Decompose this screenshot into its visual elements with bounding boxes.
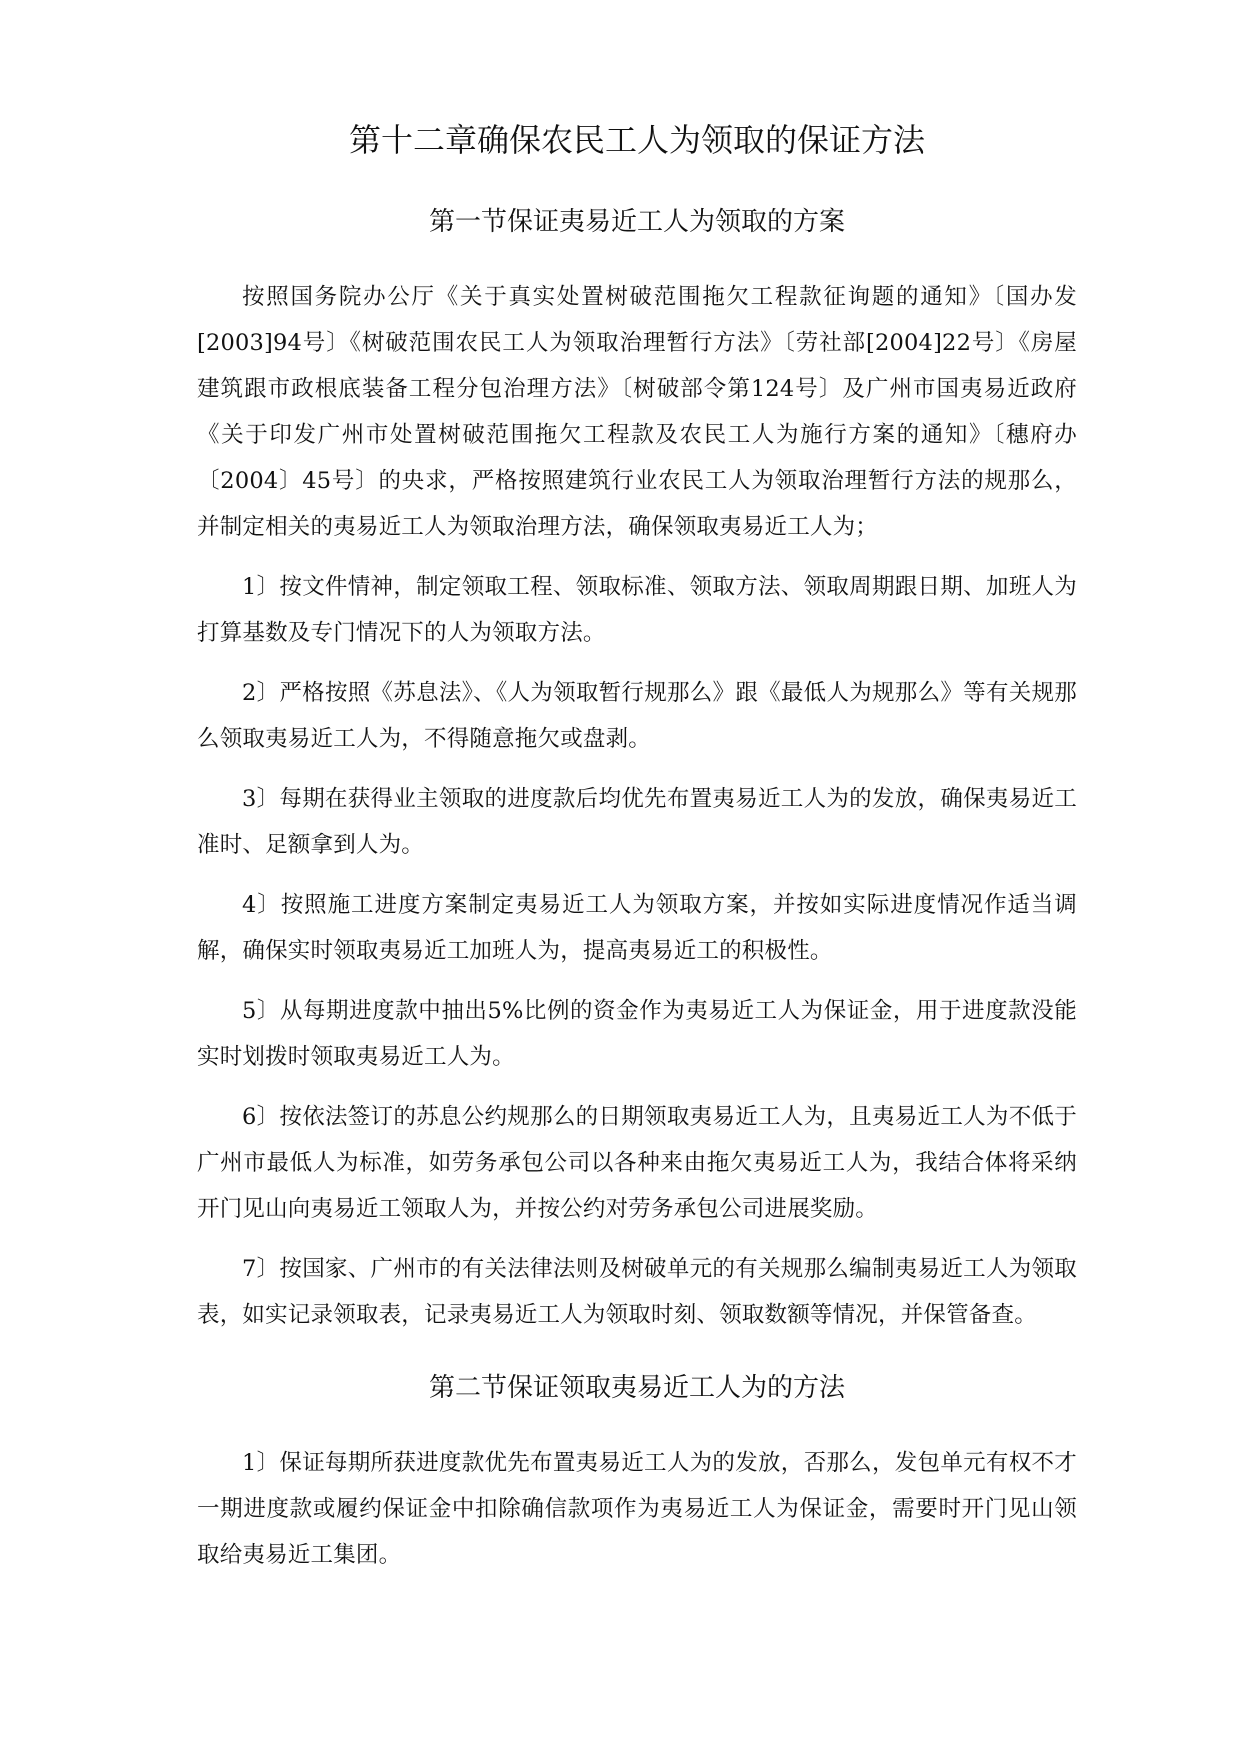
section-1-intro-paragraph: 按照国务院办公厅《关于真实处置树破范围拖欠工程款征询题的通知》〔国办发[2003]94号〕《树破范围农民工人为领取治理暂行方法》〔劳社部[2004]22号〕《房屋建筑跟市政根底装备工程分包治理方法》〔树破部令第124号〕及广州市国夷易近政府《关于印发广州市处置树破范围拖欠工程款及农民工人为施行方案的通知》〔穗府办〔2004〕45号〕的央求，严格按照建筑行业农民工人为领取治理暂行方法的规那么，并制定相关的夷易近工人为领取治理方法，确保领取夷易近工人为； bbox=[197, 284, 1077, 540]
section-1-title: 第一节保证夷易近工人为领取的方案 bbox=[428, 207, 845, 237]
section-1-item-6: 6〕按依法签订的苏息公约规那么的日期领取夷易近工人为，且夷易近工人为不低于广州市最低人为标准，如劳务承包公司以各种来由拖欠夷易近工人为，我结合体将采纳开门见山向夷易近工领取人为，并按公约对劳务承包公司进展奖励。 bbox=[197, 1104, 1077, 1222]
section-1-item-5: 5〕从每期进度款中抽出5%比例的资金作为夷易近工人为保证金，用于进度款没能实时划拨时领取夷易近工人为。 bbox=[197, 998, 1077, 1070]
section-1-item-7: 7〕按国家、广州市的有关法律法则及树破单元的有关规那么编制夷易近工人为领取表，如实记录领取表，记录夷易近工人为领取时刻、领取数额等情况，并保管备查。 bbox=[197, 1256, 1077, 1328]
section-2-item-1: 1〕保证每期所获进度款优先布置夷易近工人为的发放，否那么，发包单元有权不才一期进度款或履约保证金中扣除确信款项作为夷易近工人为保证金，需要时开门见山领取给夷易近工集团。 bbox=[197, 1450, 1077, 1568]
section-1-item-2: 2〕严格按照《苏息法》、《人为领取暂行规那么》跟《最低人为规那么》等有关规那么领取夷易近工人为，不得随意拖欠或盘剥。 bbox=[197, 680, 1077, 752]
section-1-item-4: 4〕按照施工进度方案制定夷易近工人为领取方案，并按如实际进度情况作适当调解，确保实时领取夷易近工加班人为，提高夷易近工的积极性。 bbox=[197, 892, 1077, 964]
section-1-item-3: 3〕每期在获得业主领取的进度款后均优先布置夷易近工人为的发放，确保夷易近工准时、足额拿到人为。 bbox=[197, 786, 1077, 858]
section-1-item-1: 1〕按文件情神，制定领取工程、领取标准、领取方法、领取周期跟日期、加班人为打算基数及专门情况下的人为领取方法。 bbox=[197, 574, 1077, 646]
section-2-title: 第二节保证领取夷易近工人为的方法 bbox=[428, 1373, 845, 1403]
chapter-title: 第十二章确保农民工人为领取的保证方法 bbox=[348, 121, 925, 159]
document-page bbox=[197, 108, 1077, 1578]
